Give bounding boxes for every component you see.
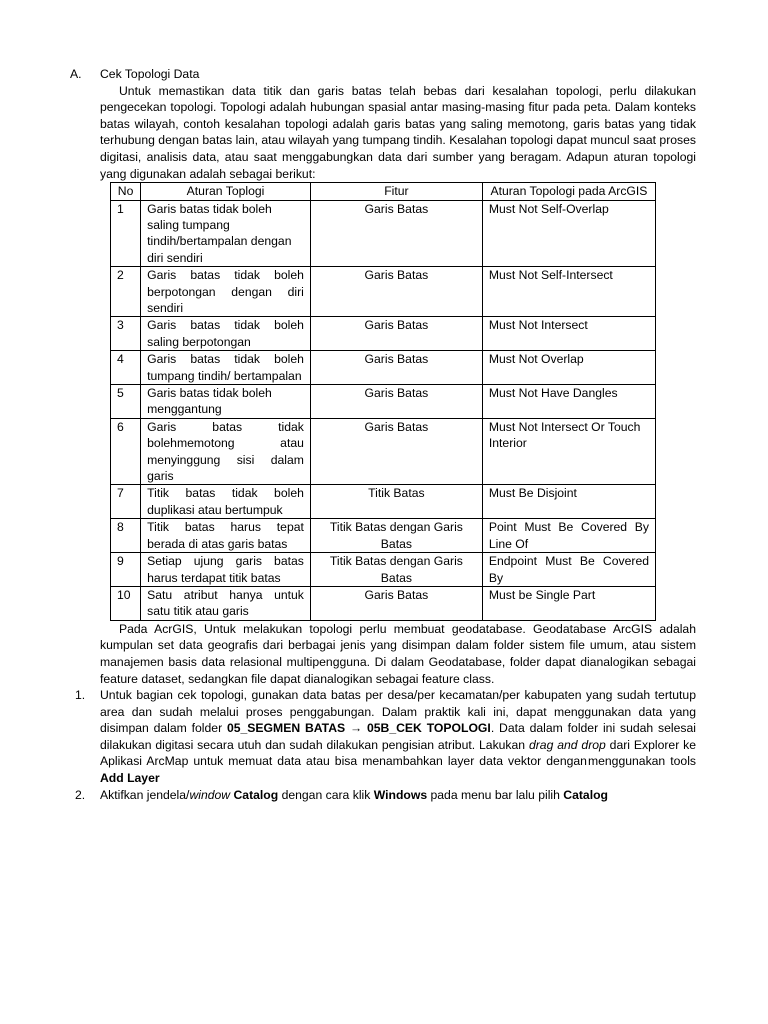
cell-arcgis: Must Not Have Dangles xyxy=(482,385,655,419)
cell-arcgis: Must Be Disjoint xyxy=(482,485,655,519)
cell-fitur: Garis Batas xyxy=(310,586,482,620)
section-heading xyxy=(70,66,696,83)
cell-no: 3 xyxy=(111,317,141,351)
cell-rule: Garis batas tidak boleh saling berpotongan xyxy=(141,317,311,351)
table-row xyxy=(111,418,656,485)
catalog-term: Catalog xyxy=(233,787,279,802)
section-letter: A. xyxy=(70,67,82,81)
cell-fitur: Garis Batas xyxy=(310,200,482,267)
cell-rule: Garis batas tidak boleh saling tumpang tindih/bertampalan dengan diri sendiri xyxy=(141,200,311,267)
step-text xyxy=(100,687,696,787)
window-term: window xyxy=(189,787,231,802)
table-row xyxy=(111,351,656,385)
cell-arcgis: Endpoint Must Be Covered By xyxy=(482,553,655,587)
header-rule: Aturan Toplogi xyxy=(141,183,311,200)
step-text-part: . Data dalam folder ini sudah selesai dilakukan digitasi secara utuh dan sudah dilakukan pengisian atribut. Lakukan xyxy=(100,721,696,752)
cell-rule: Garis batas tidak boleh menggantung xyxy=(141,385,311,419)
cell-rule: Garis batas tidak boleh berpotongan dengan diri sendiri xyxy=(141,267,311,317)
cell-arcgis: Must Not Intersect xyxy=(482,317,655,351)
topology-rules-table xyxy=(110,182,656,621)
table-row xyxy=(111,317,656,351)
table-row xyxy=(111,553,656,587)
cell-no: 4 xyxy=(111,351,141,385)
header-no: No xyxy=(111,183,141,200)
table-row xyxy=(111,385,656,419)
windows-menu-term: Windows xyxy=(373,787,428,802)
cell-no: 7 xyxy=(111,485,141,519)
cell-fitur: Titik Batas xyxy=(310,485,482,519)
step-text xyxy=(100,787,696,804)
intro-paragraph: Untuk memastikan data titik dan garis batas telah bebas dari kesalahan topologi, perlu dilakukan pengecekan topologi. Topologi adalah hubungan spasial antar masing-masing fitur pada peta. Dalam konteks batas wilayah, contoh kesalahan topologi adalah garis batas yang saling memotong, garis batas yang tidak terhubung dengan batas lain, atau wilayah yang tumpang tindih. Kesalahan topologi dapat muncul saat proses digitasi, analisis data, atau saat menggabungkan data dari sumber yang beragam. Adapun aturan topologi yang digunakan adalah sebagai berikut: xyxy=(100,83,696,181)
cell-rule: Satu atribut hanya untuk satu titik atau garis xyxy=(141,586,311,620)
table-row xyxy=(111,519,656,553)
step-number: 2. xyxy=(75,787,86,802)
cell-no: 1 xyxy=(111,200,141,267)
step-text-part: Untuk bagian cek topologi, gunakan data batas per desa/per kecamatan/per kabupaten yang sudah tertutup area dan sudah melalui proses penggabungan. Dalam praktik kali ini, dapat menggunakan data yang disimpan dalam folder xyxy=(100,688,696,736)
cell-rule: Garis batas tidak bolehmemotong atau menyinggung sisi dalam garis xyxy=(141,418,311,485)
table-row xyxy=(111,586,656,620)
step-text-part: pada menu bar lalu pilih xyxy=(427,787,564,802)
header-arcgis: Aturan Topologi pada ArcGIS xyxy=(482,183,655,200)
cell-fitur: Titik Batas dengan Garis Batas xyxy=(310,553,482,587)
cell-rule: Garis batas tidak boleh tumpang tindih/ bertampalan xyxy=(141,351,311,385)
add-layer-term: Add Layer xyxy=(100,771,160,786)
cell-rule: Setiap ujung garis batas harus terdapat titik batas xyxy=(141,553,311,587)
table-header-row xyxy=(111,183,656,200)
cell-no: 5 xyxy=(111,385,141,419)
header-fitur: Fitur xyxy=(310,183,482,200)
cell-arcgis: Must Not Self-Overlap xyxy=(482,200,655,267)
folder-path: 05_SEGMEN BATAS → 05B_CEK TOPOLOGI xyxy=(226,721,491,736)
cell-rule: Titik batas tidak boleh duplikasi atau bertumpuk xyxy=(141,485,311,519)
table-row xyxy=(111,200,656,267)
cell-fitur: Garis Batas xyxy=(310,267,482,317)
table-row xyxy=(111,485,656,519)
cell-arcgis: Must be Single Part xyxy=(482,586,655,620)
step-text-part: dari Explorer ke Aplikasi ArcMap untuk memuat data atau bisa menambahkan layer data vektor dengan menggunakan tools xyxy=(100,737,696,769)
step-1 xyxy=(70,687,696,787)
section-title: Cek Topologi Data xyxy=(100,67,200,81)
cell-fitur: Garis Batas xyxy=(310,418,482,485)
cell-fitur: Garis Batas xyxy=(310,317,482,351)
table-row xyxy=(111,267,656,317)
cell-fitur: Garis Batas xyxy=(310,351,482,385)
cell-no: 6 xyxy=(111,418,141,485)
cell-fitur: Titik Batas dengan Garis Batas xyxy=(310,519,482,553)
step-text-part: dengan cara klik xyxy=(278,787,374,802)
drag-and-drop-term: drag and drop xyxy=(528,737,606,752)
cell-arcgis: Must Not Intersect Or Touch Interior xyxy=(482,418,655,485)
cell-arcgis: Must Not Overlap xyxy=(482,351,655,385)
cell-no: 10 xyxy=(111,586,141,620)
step-number: 1. xyxy=(75,688,86,703)
step-text-part: Aktifkan jendela/ xyxy=(100,787,190,802)
cell-fitur: Garis Batas xyxy=(310,385,482,419)
geodatabase-paragraph: Pada AcrGIS, Untuk melakukan topologi perlu membuat geodatabase. Geodatabase ArcGIS adalah kumpulan set data geografis dari berbagai jenis yang disimpan dalam folder sistem file umum, atau sistem manajemen basis data relasional multipengguna. Di dalam Geodatabase, folder dapat dianalogikan sebagai feature dataset, sedangkan file dapat dianalogikan sebagai feature class. xyxy=(100,621,696,686)
catalog-menu-item-term: Catalog xyxy=(563,787,608,802)
cell-arcgis: Point Must Be Covered By Line Of xyxy=(482,519,655,553)
cell-rule: Titik batas harus tepat berada di atas garis batas xyxy=(141,519,311,553)
cell-no: 2 xyxy=(111,267,141,317)
cell-arcgis: Must Not Self-Intersect xyxy=(482,267,655,317)
step-2 xyxy=(70,787,696,804)
document-content xyxy=(70,66,696,803)
cell-no: 9 xyxy=(111,553,141,587)
cell-no: 8 xyxy=(111,519,141,553)
